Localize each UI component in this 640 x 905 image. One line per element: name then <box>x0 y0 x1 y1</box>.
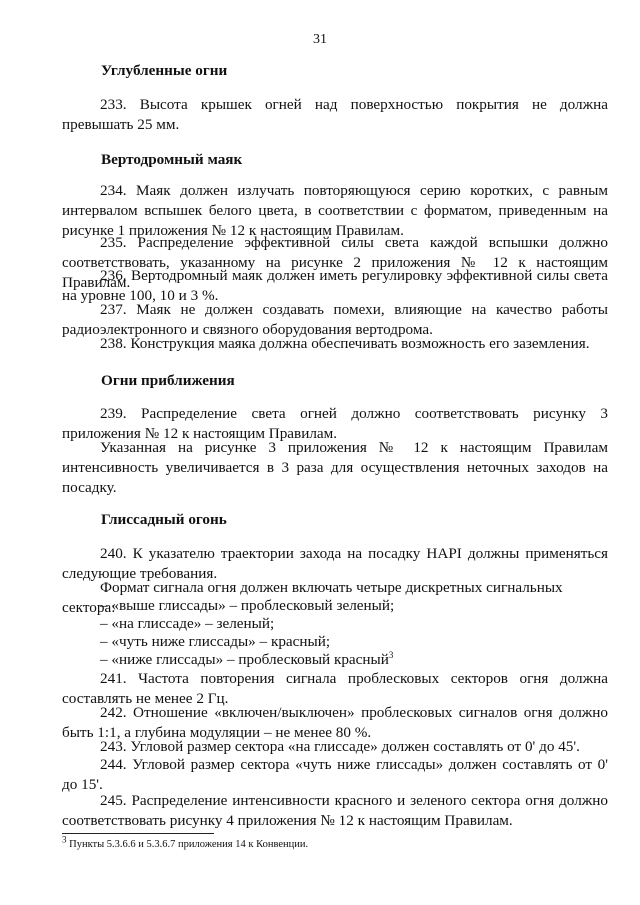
paragraph-245: 245. Распределение интенсивности красного и зеленого сектора огня должно соответствовать рисунку 4 приложения № 12 к настоящим Правилам. <box>62 792 608 829</box>
paragraph-238: 238. Конструкция маяка должна обеспечивать возможность его заземления. <box>100 335 590 352</box>
footnote <box>62 834 309 852</box>
paragraph-243: 243. Угловой размер сектора «на глиссаде» должен составлять от 0' до 45'. <box>100 738 580 755</box>
paragraph-237: 237. Маяк не должен создавать помехи, влияющие на качество работы радиоэлектронного и связного оборудования вертодрома. <box>62 301 608 338</box>
section-heading-approach-lights: Огни приближения <box>101 372 235 389</box>
page-number: 31 <box>313 32 327 47</box>
list-item-slightly-below: – «чуть ниже глиссады» – красный; <box>100 633 331 650</box>
section-heading-glide-slope-light: Глиссадный огонь <box>101 511 227 528</box>
paragraph-241: 241. Частота повторения сигнала проблесковых секторов огня должна составлять не менее 2 Гц. <box>62 670 608 707</box>
footnote-mark: 3 <box>62 834 67 845</box>
list-item-below-glide-path <box>62 650 608 670</box>
footnote-text: Пункты 5.3.6.6 и 5.3.6.7 приложения 14 к Конвенции. <box>66 839 309 850</box>
paragraph-242: 242. Отношение «включен/выключен» проблесковых сигналов огня должно быть 1:1, а глубина модуляции – не менее 80 %. <box>62 704 608 741</box>
paragraph-235: 235. Распределение эффективной силы света каждой вспышки должно соответствовать, указанному на рисунке 2 приложения № 12 к настоящим Правилам. <box>62 234 608 291</box>
paragraph-240: 240. К указателю траектории захода на посадку HAPI должны применяться следующие требования. <box>62 545 608 582</box>
list-item-above-glide-path: – «выше глиссады» – проблесковый зеленый; <box>100 597 395 614</box>
paragraph-239: 239. Распределение света огней должно соответствовать рисунку 3 приложения № 12 к настоящим Правилам. <box>62 405 608 442</box>
section-heading-recessed-lights: Углубленные огни <box>101 62 228 79</box>
list-item-text: – «ниже глиссады» – проблесковый красный <box>100 651 389 668</box>
list-item-on-glide-path: – «на глиссаде» – зеленый; <box>100 615 275 632</box>
paragraph-233: 233. Высота крышек огней над поверхностью покрытия не должна превышать 25 мм. <box>62 96 608 133</box>
footnote-reference: 3 <box>388 649 394 660</box>
paragraph-240-format: Формат сигнала огня должен включать четыре дискретных сигнальных сектора: <box>62 579 563 616</box>
paragraph-236: 236. Вертодромный маяк должен иметь регулировку эффективной силы света на уровне 100, 10 и 3 %. <box>62 267 608 304</box>
paragraph-244: 244. Угловой размер сектора «чуть ниже глиссады» должен составлять от 0' до 15'. <box>62 756 608 793</box>
paragraph-234: 234. Маяк должен излучать повторяющуюся серию коротких, с равным интервалом вспышек белого цвета, в соответствии с форматом, приведенным на рисунке 1 приложения № 12 к настоящим Правилам. <box>62 182 608 239</box>
section-heading-heliport-beacon: Вертодромный маяк <box>101 151 243 168</box>
paragraph-239-continued: Указанная на рисунке 3 приложения № 12 к настоящим Правилам интенсивность увеличивается в 3 раза для осуществления неточных заходов на посадку. <box>62 439 608 496</box>
footnote-separator <box>62 833 214 834</box>
